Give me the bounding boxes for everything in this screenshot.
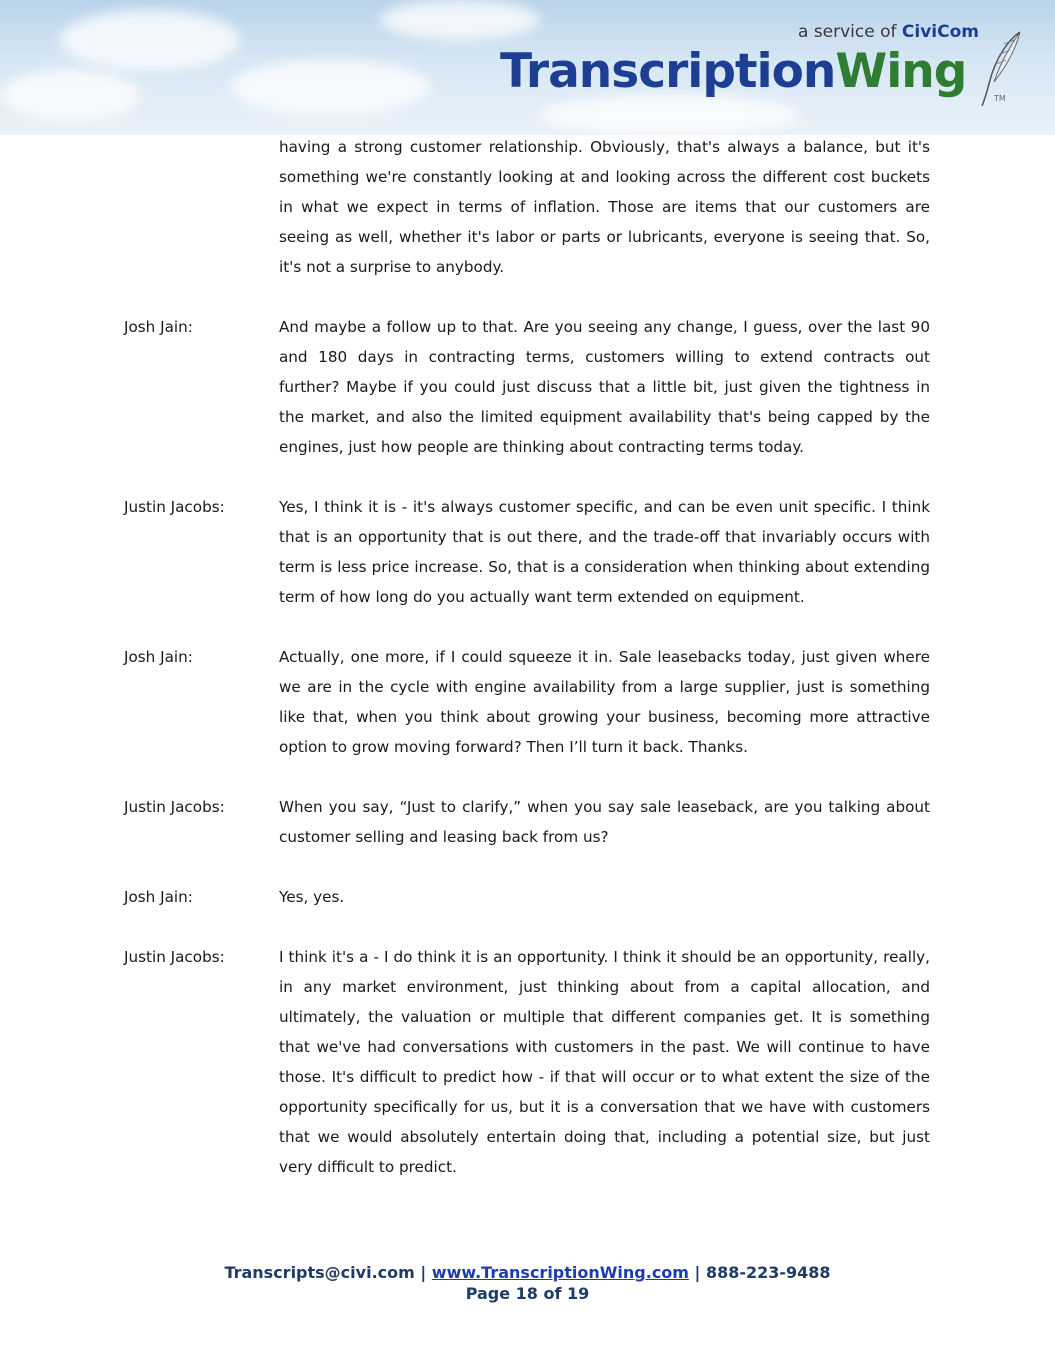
speaker-name: Justin Jacobs: (124, 948, 225, 966)
footer-contact-line (0, 1262, 1055, 1283)
transcript-entry (0, 642, 1055, 762)
speaker-name: Josh Jain: (124, 648, 193, 666)
speaker-name: Josh Jain: (124, 888, 193, 906)
transcriptionwing-logo (500, 44, 966, 99)
speaker-name: Josh Jain: (124, 318, 193, 336)
speech-text: having a strong customer relationship. Obviously, that's always a balance, but it's something we're constantly looking at and looking across the different cost buckets in what we expect in terms of inflation. Those are items that our customers are seeing as well, whether it's labor or parts or lubricants, everyone is seeing that. So, it's not a surprise to anybody. (279, 138, 930, 276)
speech-text: Yes, yes. (279, 888, 345, 906)
transcript-entry (0, 492, 1055, 612)
transcript-entry (0, 882, 1055, 912)
transcript-body (0, 132, 1055, 1212)
logo-part-wing: Wing (835, 44, 967, 99)
footer-website-link[interactable]: www.TranscriptionWing.com (431, 1263, 689, 1282)
transcript-entry (0, 792, 1055, 852)
transcript-entry (0, 312, 1055, 462)
footer-email: Transcripts@civi.com (224, 1263, 415, 1282)
footer-separator: | (688, 1263, 706, 1282)
service-prefix: a service of (798, 22, 902, 42)
civicom-logo: CiviCom (901, 22, 980, 42)
footer-phone: 888-223-9488 (705, 1263, 831, 1282)
speech-text: Actually, one more, if I could squeeze it in. Sale leasebacks today, just given where we are in the cycle with engine availability from a large supplier, just is something like that, when you think about growing your business, becoming more attractive option to grow moving forward? Then I’ll turn it back. Thanks. (279, 648, 930, 756)
speaker-name: Justin Jacobs: (124, 798, 225, 816)
service-tagline (798, 22, 979, 42)
logo-part-transcription: Transcription (500, 44, 836, 99)
footer-separator: | (414, 1263, 432, 1282)
trademark-symbol: TM (994, 94, 1006, 103)
transcript-entry (0, 132, 1055, 282)
speaker-name: Justin Jacobs: (124, 498, 225, 516)
transcript-entry (0, 942, 1055, 1182)
page-number: Page 18 of 19 (465, 1284, 590, 1303)
speech-text: When you say, “Just to clarify,” when you say sale leaseback, are you talking about customer selling and leasing back from us? (279, 798, 930, 846)
page-footer (0, 1262, 1055, 1304)
speech-text: I think it's a - I do think it is an opportunity. I think it should be an opportunity, really, in any market environment, just thinking about from a capital allocation, and ultimately, the valuation or multiple that different companies get. It is something that we've had conversations with customers in the past. We will continue to have those. It's difficult to predict how - if that will occur or to what extent the size of the opportunity specifically for us, but it is a conversation that we have with customers that we would absolutely entertain doing that, including a potential size, but just very difficult to predict. (279, 948, 930, 1176)
page-header (0, 0, 1055, 135)
speech-text: And maybe a follow up to that. Are you seeing any change, I guess, over the last 90 and 180 days in contracting terms, customers willing to extend contracts out further? Maybe if you could just discuss that a little bit, just given the tightness in the market, and also the limited equipment availability that's being capped by the engines, just how people are thinking about contracting terms today. (279, 318, 930, 456)
speech-text: Yes, I think it is - it's always customer specific, and can be even unit specific. I think that is an opportunity that is out there, and the trade-off that invariably occurs with term is less price increase. So, that is a consideration when thinking about extending term of how long do you actually want term extended on equipment. (279, 498, 930, 606)
